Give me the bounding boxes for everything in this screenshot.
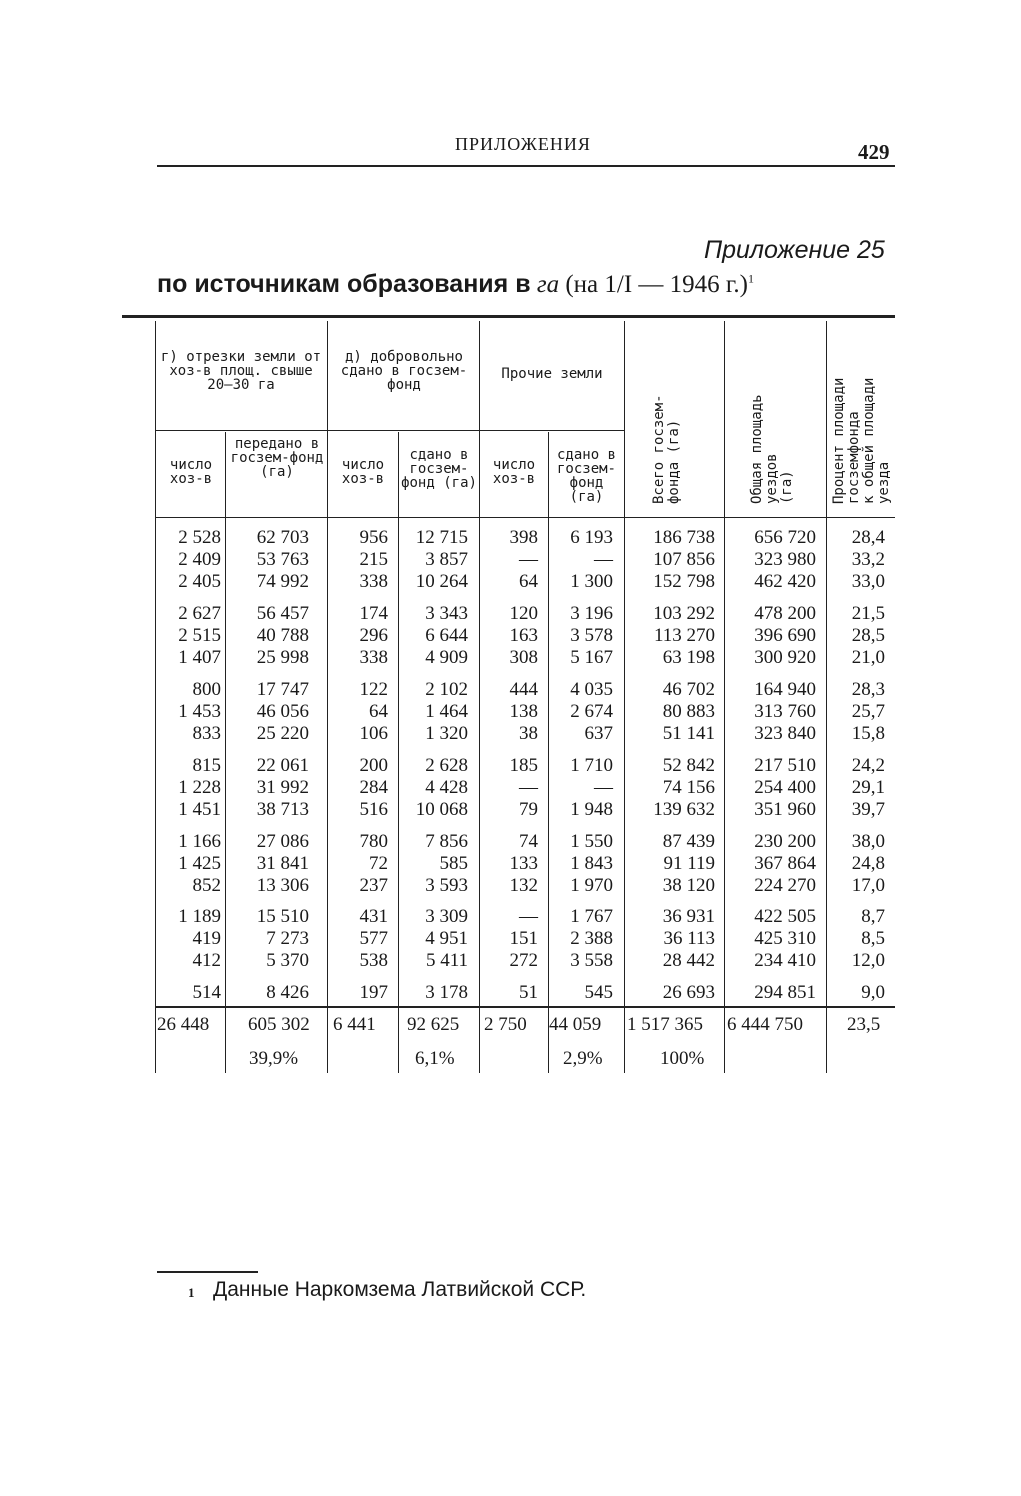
cell-g-count: 1 166 <box>178 831 221 852</box>
cell-total-area: 313 760 <box>754 701 816 722</box>
cell-percent: 33,0 <box>851 571 885 592</box>
cell-g-count: 2 405 <box>178 571 221 592</box>
cell-other-surrendered: — <box>594 777 613 798</box>
cell-total-fund: 152 798 <box>653 571 715 592</box>
header-percent-line: госземфонда <box>846 411 862 504</box>
cell-other-count: 308 <box>509 647 538 668</box>
cell-g-count: 833 <box>192 723 221 744</box>
cell-g-transferred: 5 370 <box>266 950 309 971</box>
cell-percent: 15,8 <box>851 723 885 744</box>
cell-g-count: 1 453 <box>178 701 221 722</box>
header-bottom-rule <box>155 517 895 518</box>
cell-other-count: 444 <box>509 679 538 700</box>
cell-d-count: 197 <box>359 982 388 1003</box>
cell-total-fund: 38 120 <box>662 875 715 896</box>
cell-other-count: 163 <box>509 625 538 646</box>
cell-d-surrendered: 2 628 <box>425 755 468 776</box>
total-fund: 1 517 365 <box>627 1014 703 1035</box>
cell-d-surrendered: 4 428 <box>425 777 468 798</box>
cell-d-surrendered: 3 178 <box>425 982 468 1003</box>
cell-total-fund: 52 842 <box>662 755 715 776</box>
cell-percent: 8,7 <box>861 906 885 927</box>
cell-percent: 25,7 <box>851 701 885 722</box>
share-g: 39,9% <box>249 1048 299 1069</box>
header-total-area <box>750 394 795 504</box>
header-total-fund <box>652 394 682 504</box>
cell-g-transferred: 31 992 <box>256 777 309 798</box>
cell-d-surrendered: 3 857 <box>425 549 468 570</box>
cell-percent: 28,4 <box>851 527 885 548</box>
header-other-group: Прочие земли <box>501 366 603 382</box>
header-g-count: число хоз-в <box>169 457 213 487</box>
total-g-transferred: 605 302 <box>248 1014 310 1035</box>
cell-other-count: — <box>519 777 538 798</box>
title-unit: га <box>536 271 560 298</box>
cell-percent: 38,0 <box>851 831 885 852</box>
cell-total-area: 422 505 <box>754 906 816 927</box>
total-d-count: 6 441 <box>333 1014 376 1035</box>
cell-total-fund: 87 439 <box>662 831 715 852</box>
cell-percent: 39,7 <box>851 799 885 820</box>
total-other-surrendered: 44 059 <box>549 1014 602 1035</box>
cell-g-count: 2 627 <box>178 603 221 624</box>
total-percent: 23,5 <box>847 1014 881 1035</box>
header-percent <box>832 378 892 504</box>
cell-other-count: 64 <box>519 571 538 592</box>
cell-other-count: 132 <box>509 875 538 896</box>
cell-other-count: 74 <box>519 831 538 852</box>
cell-other-surrendered: 6 193 <box>570 527 613 548</box>
cell-d-count: 122 <box>359 679 388 700</box>
footnote-rule <box>157 1271 258 1273</box>
appendix-label: Приложение 25 <box>704 236 885 264</box>
cell-d-count: 956 <box>359 527 388 548</box>
total-area: 6 444 750 <box>727 1014 803 1035</box>
cell-g-count: 1 451 <box>178 799 221 820</box>
total-other-count: 2 750 <box>484 1014 527 1035</box>
cell-g-count: 419 <box>192 928 221 949</box>
cell-total-area: 224 270 <box>754 875 816 896</box>
cell-other-surrendered: 1 767 <box>570 906 613 927</box>
cell-other-surrendered: 1 300 <box>570 571 613 592</box>
cell-d-surrendered: 10 264 <box>415 571 468 592</box>
cell-d-count: 72 <box>369 853 388 874</box>
cell-total-area: 294 851 <box>754 982 816 1003</box>
footnote-mark: 1 <box>188 1285 195 1300</box>
cell-other-surrendered: 1 970 <box>570 875 613 896</box>
cell-percent: 28,3 <box>851 679 885 700</box>
cell-g-count: 800 <box>192 679 221 700</box>
cell-other-count: 398 <box>509 527 538 548</box>
cell-g-count: 514 <box>192 982 221 1003</box>
cell-d-count: 338 <box>359 647 388 668</box>
cell-other-count: 133 <box>509 853 538 874</box>
cell-other-count: 151 <box>509 928 538 949</box>
cell-d-count: 200 <box>359 755 388 776</box>
cell-g-transferred: 27 086 <box>256 831 309 852</box>
cell-other-count: 185 <box>509 755 538 776</box>
cell-g-count: 2 528 <box>178 527 221 548</box>
cell-other-count: 272 <box>509 950 538 971</box>
title-footnote-ref: 1 <box>747 271 754 286</box>
cell-d-count: 237 <box>359 875 388 896</box>
cell-total-area: 230 200 <box>754 831 816 852</box>
cell-g-count: 1 189 <box>178 906 221 927</box>
cell-total-fund: 186 738 <box>653 527 715 548</box>
cell-d-count: 431 <box>359 906 388 927</box>
cell-total-area: 323 840 <box>754 723 816 744</box>
cell-d-count: 174 <box>359 603 388 624</box>
cell-total-area: 234 410 <box>754 950 816 971</box>
cell-other-count: — <box>519 549 538 570</box>
cell-percent: 28,5 <box>851 625 885 646</box>
cell-total-fund: 91 119 <box>663 853 715 874</box>
cell-other-count: 38 <box>519 723 538 744</box>
cell-total-area: 300 920 <box>754 647 816 668</box>
cell-total-fund: 26 693 <box>662 982 715 1003</box>
cell-g-count: 412 <box>192 950 221 971</box>
cell-d-surrendered: 6 644 <box>425 625 468 646</box>
cell-d-surrendered: 3 309 <box>425 906 468 927</box>
cell-total-area: 217 510 <box>754 755 816 776</box>
cell-percent: 21,5 <box>851 603 885 624</box>
cell-total-fund: 80 883 <box>662 701 715 722</box>
cell-percent: 29,1 <box>851 777 885 798</box>
cell-total-fund: 139 632 <box>653 799 715 820</box>
cell-total-fund: 103 292 <box>653 603 715 624</box>
cell-g-transferred: 17 747 <box>256 679 309 700</box>
header-percent-line: уезда <box>876 461 892 504</box>
cell-percent: 21,0 <box>851 647 885 668</box>
header-percent-line: к общей площади <box>861 377 877 504</box>
cell-percent: 33,2 <box>851 549 885 570</box>
header-other-count: число хоз-в <box>492 457 536 487</box>
header-total-fund-line: фонда (га) <box>666 419 682 504</box>
cell-total-fund: 107 856 <box>653 549 715 570</box>
header-d-count: число хоз-в <box>341 457 385 487</box>
cell-d-count: 780 <box>359 831 388 852</box>
cell-d-count: 577 <box>359 928 388 949</box>
cell-other-surrendered: 1 843 <box>570 853 613 874</box>
cell-d-surrendered: 2 102 <box>425 679 468 700</box>
cell-d-surrendered: 585 <box>439 853 468 874</box>
cell-total-fund: 46 702 <box>662 679 715 700</box>
cell-other-count: 138 <box>509 701 538 722</box>
cell-g-count: 2 409 <box>178 549 221 570</box>
cell-d-surrendered: 1 464 <box>425 701 468 722</box>
header-total-area-line: (га) <box>779 470 795 504</box>
header-total-fund-line: Всего госзем- <box>651 394 667 504</box>
cell-g-transferred: 53 763 <box>256 549 309 570</box>
cell-total-fund: 51 141 <box>662 723 715 744</box>
cell-other-count: 51 <box>519 982 538 1003</box>
share-other: 2,9% <box>563 1048 603 1069</box>
cell-total-fund: 28 442 <box>662 950 715 971</box>
cell-other-surrendered: 637 <box>584 723 613 744</box>
cell-d-count: 64 <box>369 701 388 722</box>
cell-total-area: 254 400 <box>754 777 816 798</box>
cell-other-count: — <box>519 906 538 927</box>
cell-total-area: 462 420 <box>754 571 816 592</box>
cell-g-transferred: 8 426 <box>266 982 309 1003</box>
total-d-surrendered: 92 625 <box>407 1014 460 1035</box>
cell-d-surrendered: 7 856 <box>425 831 468 852</box>
header-g-group: г) отрезки земли от хоз-в площ. свыше 20—30 га <box>160 349 322 393</box>
cell-g-count: 852 <box>192 875 221 896</box>
cell-total-fund: 63 198 <box>662 647 715 668</box>
header-percent-line: Процент площади <box>831 377 847 504</box>
cell-other-surrendered: 545 <box>584 982 613 1003</box>
header-other-surrendered: сдано в госзем-фонд (га) <box>556 447 616 505</box>
cell-g-count: 1 425 <box>178 853 221 874</box>
cell-d-count: 106 <box>359 723 388 744</box>
cell-d-surrendered: 1 320 <box>425 723 468 744</box>
cell-other-surrendered: — <box>594 549 613 570</box>
cell-d-surrendered: 4 909 <box>425 647 468 668</box>
cell-other-surrendered: 5 167 <box>570 647 613 668</box>
header-g-transferred: передано в госзем-фонд (га) <box>230 436 324 480</box>
header-d-group: д) добровольно сдано в госзем-фонд <box>340 349 468 393</box>
cell-g-transferred: 38 713 <box>256 799 309 820</box>
cell-other-surrendered: 3 578 <box>570 625 613 646</box>
cell-d-count: 296 <box>359 625 388 646</box>
cell-d-surrendered: 3 593 <box>425 875 468 896</box>
cell-g-count: 815 <box>192 755 221 776</box>
cell-other-surrendered: 4 035 <box>570 679 613 700</box>
page-number: 429 <box>858 140 890 164</box>
cell-d-surrendered: 10 068 <box>415 799 468 820</box>
cell-total-fund: 74 156 <box>662 777 715 798</box>
title-date: (на 1/I — 1946 г.) <box>565 271 748 298</box>
cell-g-count: 2 515 <box>178 625 221 646</box>
cell-total-fund: 113 270 <box>653 625 715 646</box>
cell-g-transferred: 56 457 <box>256 603 309 624</box>
cell-g-transferred: 46 056 <box>256 701 309 722</box>
cell-percent: 24,8 <box>851 853 885 874</box>
cell-total-area: 396 690 <box>754 625 816 646</box>
cell-g-transferred: 15 510 <box>256 906 309 927</box>
cell-g-transferred: 22 061 <box>256 755 309 776</box>
cell-total-area: 367 864 <box>754 853 816 874</box>
cell-d-count: 215 <box>359 549 388 570</box>
cell-g-transferred: 25 998 <box>256 647 309 668</box>
cell-d-surrendered: 5 411 <box>425 950 468 971</box>
header-total-area-line: уездов <box>764 453 780 504</box>
cell-g-count: 1 407 <box>178 647 221 668</box>
header-total-area-line: Общая площадь <box>749 394 765 504</box>
header-d-surrendered: сдано в госзем-фонд (га) <box>401 447 477 491</box>
cell-g-transferred: 62 703 <box>256 527 309 548</box>
cell-percent: 17,0 <box>851 875 885 896</box>
cell-g-transferred: 7 273 <box>266 928 309 949</box>
cell-g-transferred: 74 992 <box>256 571 309 592</box>
cell-g-transferred: 13 306 <box>256 875 309 896</box>
cell-total-area: 351 960 <box>754 799 816 820</box>
share-total: 100% <box>660 1048 705 1069</box>
cell-total-area: 323 980 <box>754 549 816 570</box>
cell-other-surrendered: 1 948 <box>570 799 613 820</box>
cell-d-count: 284 <box>359 777 388 798</box>
share-d: 6,1% <box>415 1048 455 1069</box>
cell-d-surrendered: 12 715 <box>415 527 468 548</box>
cell-total-fund: 36 931 <box>662 906 715 927</box>
cell-total-area: 478 200 <box>754 603 816 624</box>
cell-d-count: 516 <box>359 799 388 820</box>
cell-total-area: 656 720 <box>754 527 816 548</box>
cell-percent: 8,5 <box>861 928 885 949</box>
cell-g-count: 1 228 <box>178 777 221 798</box>
totals-rule <box>155 1006 895 1008</box>
footnote-text: Данные Наркомзема Латвийской ССР. <box>213 1278 587 1301</box>
cell-other-surrendered: 3 558 <box>570 950 613 971</box>
cell-total-area: 425 310 <box>754 928 816 949</box>
cell-g-transferred: 40 788 <box>256 625 309 646</box>
cell-total-fund: 36 113 <box>663 928 715 949</box>
cell-other-surrendered: 2 674 <box>570 701 613 722</box>
running-head: ПРИЛОЖЕНИЯ <box>455 134 591 154</box>
cell-other-surrendered: 1 710 <box>570 755 613 776</box>
cell-percent: 24,2 <box>851 755 885 776</box>
total-g-count: 26 448 <box>157 1014 210 1035</box>
header-subdivider <box>155 430 624 431</box>
cell-d-surrendered: 3 343 <box>425 603 468 624</box>
cell-other-count: 79 <box>519 799 538 820</box>
cell-d-surrendered: 4 951 <box>425 928 468 949</box>
cell-other-count: 120 <box>509 603 538 624</box>
cell-percent: 9,0 <box>861 982 885 1003</box>
cell-other-surrendered: 1 550 <box>570 831 613 852</box>
title-bold: по источникам образования в <box>157 270 531 298</box>
cell-g-transferred: 25 220 <box>256 723 309 744</box>
cell-other-surrendered: 2 388 <box>570 928 613 949</box>
cell-percent: 12,0 <box>851 950 885 971</box>
cell-d-count: 538 <box>359 950 388 971</box>
cell-other-surrendered: 3 196 <box>570 603 613 624</box>
cell-total-area: 164 940 <box>754 679 816 700</box>
cell-d-count: 338 <box>359 571 388 592</box>
cell-g-transferred: 31 841 <box>256 853 309 874</box>
